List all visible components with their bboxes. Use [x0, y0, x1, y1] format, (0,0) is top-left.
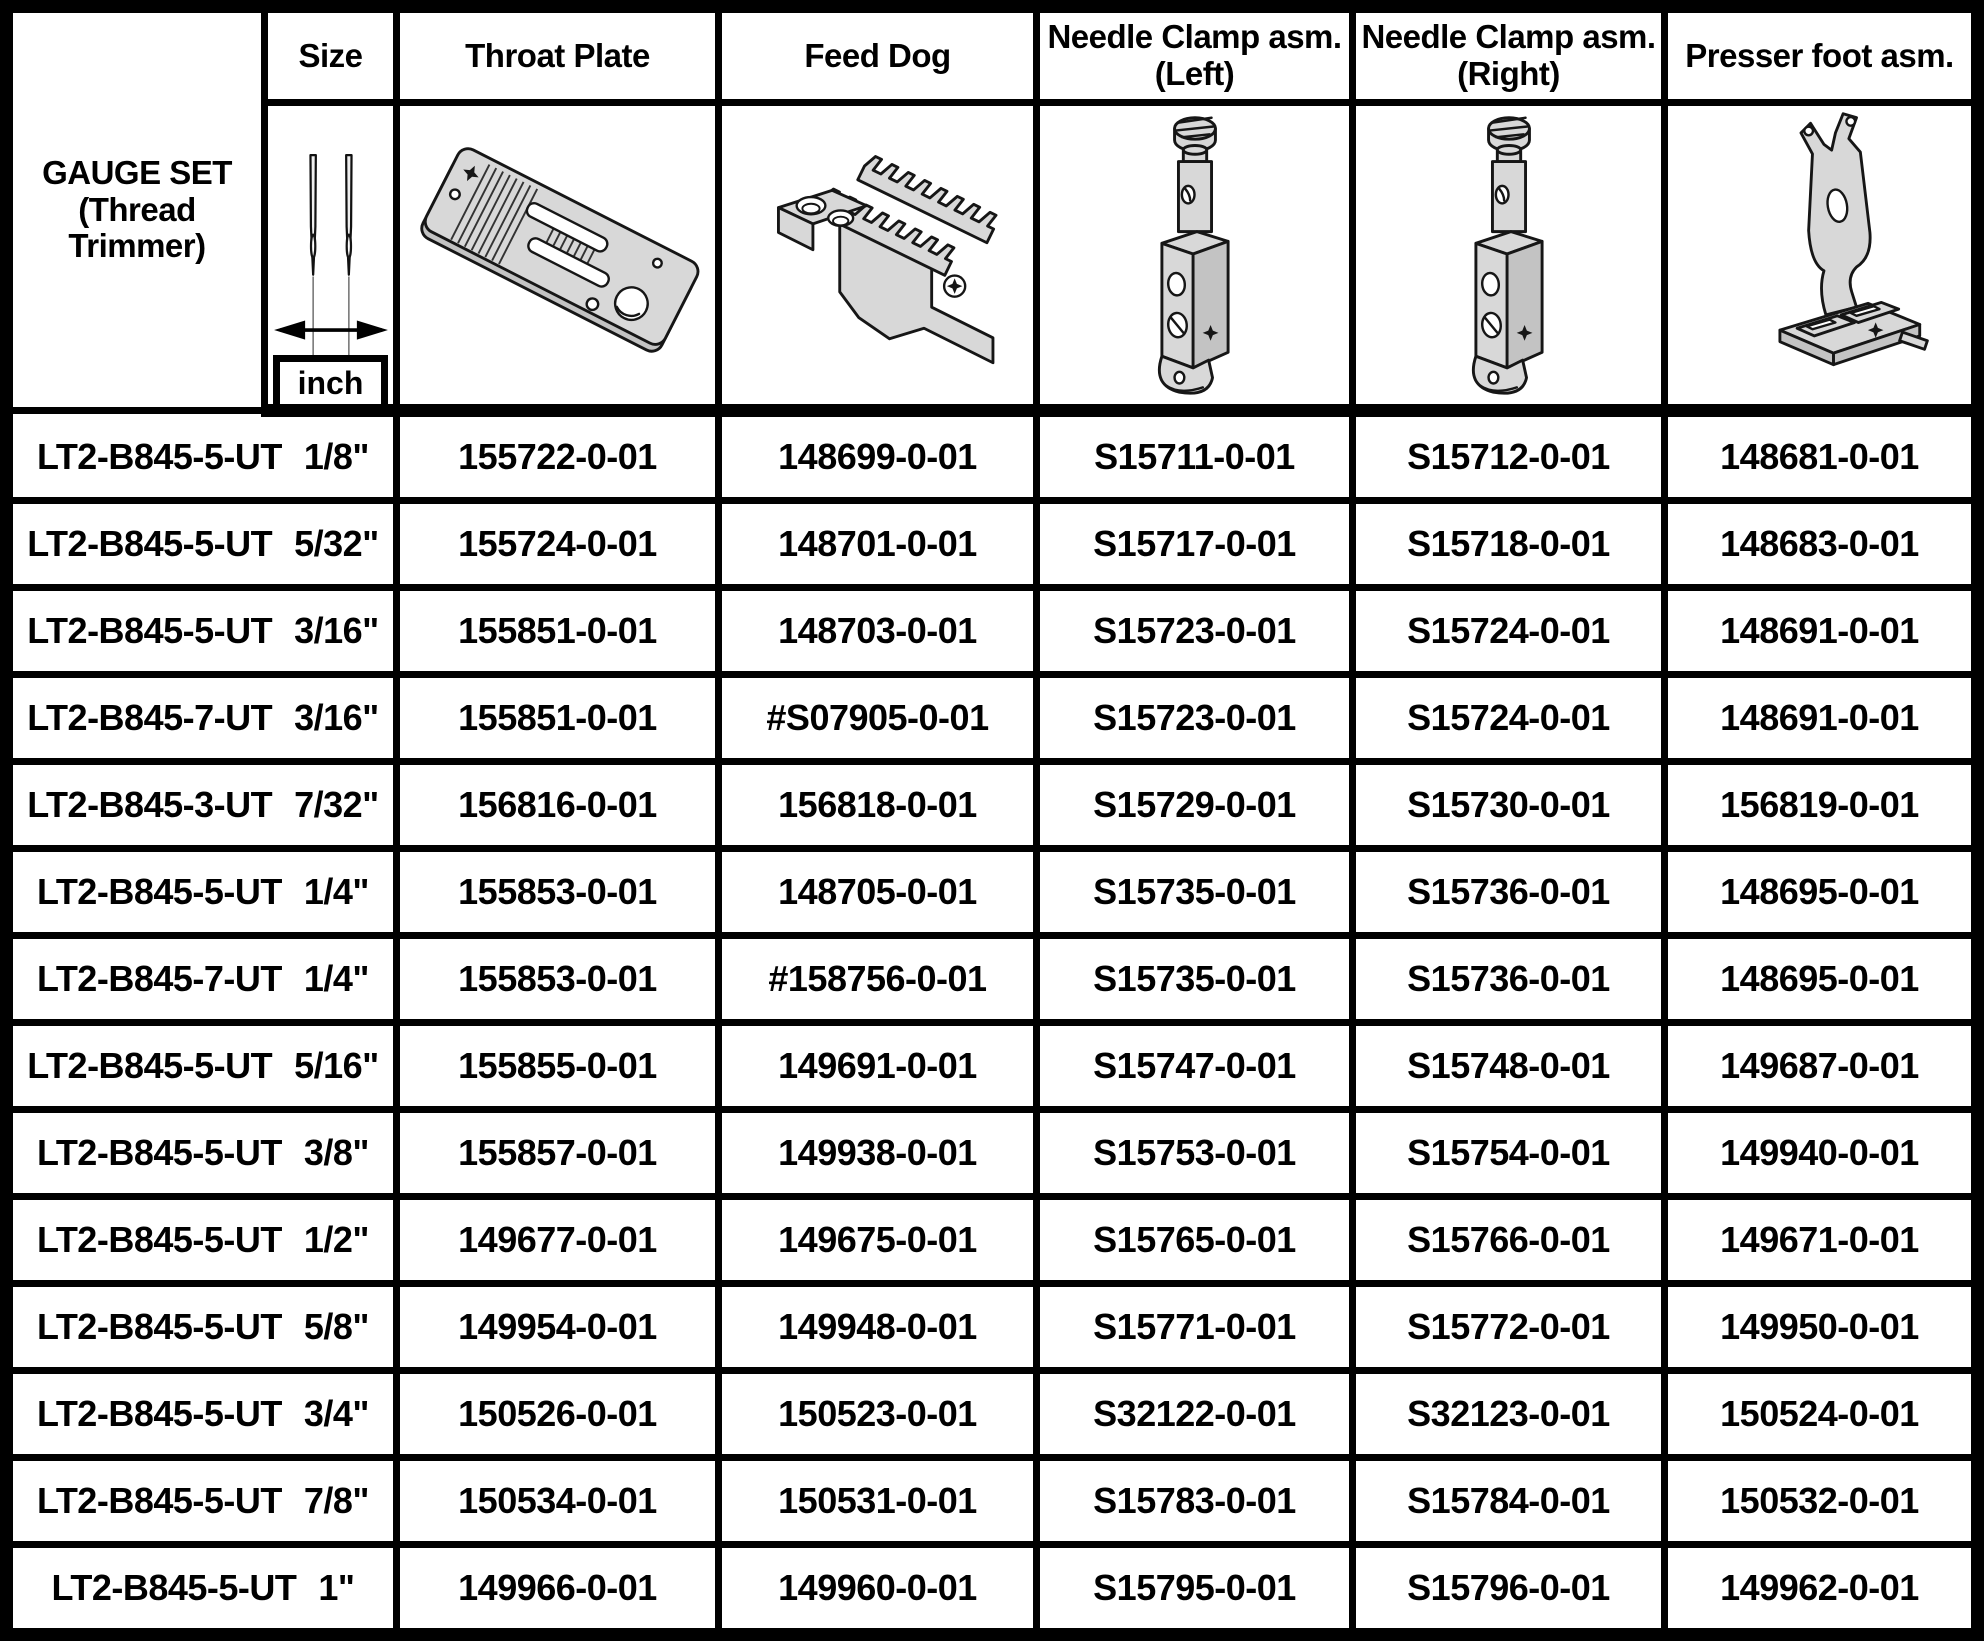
presser-foot-part-number: 150532-0-01 [1665, 1458, 1978, 1545]
gauge-set-size: 1/2" [303, 1219, 369, 1260]
needle-clamp-right-part-number: S15736-0-01 [1353, 936, 1665, 1023]
throat-plate-illustration [400, 108, 718, 402]
needle-clamp-right-part-number: S15724-0-01 [1353, 675, 1665, 762]
col-header-presser-foot: Presser foot asm. [1665, 7, 1978, 103]
presser-foot-part-number: 149687-0-01 [1665, 1023, 1978, 1110]
corner-header-line1: GAUGE SET [42, 153, 232, 191]
needle-clamp-right-part-number: S15712-0-01 [1353, 411, 1665, 501]
needle-clamp-right-part-number: S15784-0-01 [1353, 1458, 1665, 1545]
needle-clamp-left-part-number: S15765-0-01 [1037, 1197, 1353, 1284]
feed-dog-part-number: 148701-0-01 [719, 501, 1037, 588]
gauge-set-size: 3/8" [303, 1132, 369, 1173]
needle-clamp-left-part-number: S15747-0-01 [1037, 1023, 1353, 1110]
needle-clamp-left-illustration-cell [1037, 103, 1353, 411]
presser-foot-part-number: 148695-0-01 [1665, 936, 1978, 1023]
feed-dog-part-number: 149948-0-01 [719, 1284, 1037, 1371]
presser-foot-part-number: 148691-0-01 [1665, 675, 1978, 762]
feed-dog-illustration-cell [719, 103, 1037, 411]
gauge-set-cell [7, 588, 397, 675]
needle-clamp-left-part-number: S15795-0-01 [1037, 1545, 1353, 1635]
throat-plate-part-number: 149966-0-01 [397, 1545, 719, 1635]
gauge-set-model: LT2-B845-5-UT [37, 1132, 282, 1173]
throat-plate-part-number: 156816-0-01 [397, 762, 719, 849]
table-row [7, 675, 1978, 762]
gauge-set-model: LT2-B845-7-UT [37, 958, 282, 999]
size-diagram-cell [265, 103, 397, 411]
twin-needles-icon [273, 132, 389, 380]
needle-clamp-left-part-number: S32122-0-01 [1037, 1371, 1353, 1458]
needle-clamp-left-part-number: S15783-0-01 [1037, 1458, 1353, 1545]
throat-plate-part-number: 155722-0-01 [397, 411, 719, 501]
needle-clamp-right-part-number: S15736-0-01 [1353, 849, 1665, 936]
gauge-set-model: LT2-B845-5-UT [37, 1306, 282, 1347]
gauge-set-size: 7/32" [294, 784, 379, 825]
throat-plate-part-number: 155857-0-01 [397, 1110, 719, 1197]
needle-clamp-left-part-number: S15735-0-01 [1037, 936, 1353, 1023]
feed-dog-part-number: #158756-0-01 [719, 936, 1037, 1023]
table-row [7, 1545, 1978, 1635]
col-header-needle-clamp-right [1353, 7, 1665, 103]
gauge-set-model: LT2-B845-5-UT [27, 1045, 273, 1086]
gauge-set-size: 1/4" [303, 958, 369, 999]
needle-clamp-right-label: Needle Clamp asm. [1361, 18, 1656, 56]
presser-foot-part-number: 149950-0-01 [1665, 1284, 1978, 1371]
col-header-needle-clamp-left [1037, 7, 1353, 103]
presser-foot-part-number: 148681-0-01 [1665, 411, 1978, 501]
needle-clamp-right-illustration-cell [1353, 103, 1665, 411]
gauge-set-model: LT2-B845-5-UT [37, 436, 282, 477]
gauge-set-model: LT2-B845-5-UT [37, 1480, 282, 1521]
presser-foot-part-number: 148695-0-01 [1665, 849, 1978, 936]
needle-clamp-right-part-number: S15724-0-01 [1353, 588, 1665, 675]
gauge-set-size: 5/16" [294, 1045, 379, 1086]
table-body [7, 411, 1978, 1635]
feed-dog-part-number: 148705-0-01 [719, 849, 1037, 936]
gauge-set-size: 5/8" [303, 1306, 369, 1347]
gauge-set-model: LT2-B845-7-UT [27, 697, 273, 738]
needle-clamp-left-part-number: S15735-0-01 [1037, 849, 1353, 936]
needle-clamp-left-part-number: S15723-0-01 [1037, 588, 1353, 675]
gauge-set-size: 1/8" [303, 436, 369, 477]
gauge-set-cell [7, 1545, 397, 1635]
feed-dog-part-number: 148699-0-01 [719, 411, 1037, 501]
needle-clamp-left-part-number: S15729-0-01 [1037, 762, 1353, 849]
needle-clamp-left-label: Needle Clamp asm. [1047, 18, 1342, 56]
feed-dog-illustration [722, 108, 1036, 402]
gauge-set-cell [7, 1197, 397, 1284]
gauge-set-size: 3/16" [294, 697, 379, 738]
table-row [7, 936, 1978, 1023]
gauge-set-cell [7, 411, 397, 501]
presser-foot-illustration [1668, 108, 1978, 402]
gauge-set-cell [7, 501, 397, 588]
needle-clamp-right-part-number: S15730-0-01 [1353, 762, 1665, 849]
needle-clamp-right-part-number: S15748-0-01 [1353, 1023, 1665, 1110]
gauge-set-model: LT2-B845-5-UT [37, 1393, 282, 1434]
gauge-set-cell [7, 762, 397, 849]
table-row [7, 1110, 1978, 1197]
throat-plate-part-number: 155851-0-01 [397, 588, 719, 675]
needle-clamp-left-part-number: S15723-0-01 [1037, 675, 1353, 762]
needle-clamp-right-part-number: S32123-0-01 [1353, 1371, 1665, 1458]
gauge-set-model: LT2-B845-5-UT [37, 871, 282, 912]
table-row [7, 501, 1978, 588]
feed-dog-part-number: 148703-0-01 [719, 588, 1037, 675]
table-row [7, 1371, 1978, 1458]
presser-foot-part-number: 148683-0-01 [1665, 501, 1978, 588]
feed-dog-part-number: 150531-0-01 [719, 1458, 1037, 1545]
col-header-throat-plate: Throat Plate [397, 7, 719, 103]
feed-dog-part-number: 149938-0-01 [719, 1110, 1037, 1197]
table-row [7, 1284, 1978, 1371]
needle-clamp-left-sublabel: (Left) [1154, 55, 1235, 92]
presser-foot-part-number: 156819-0-01 [1665, 762, 1978, 849]
gauge-set-cell [7, 1110, 397, 1197]
presser-foot-part-number: 148691-0-01 [1665, 588, 1978, 675]
table-row [7, 1023, 1978, 1110]
gauge-set-model: LT2-B845-5-UT [27, 523, 273, 564]
table-row [7, 588, 1978, 675]
needle-clamp-left-part-number: S15717-0-01 [1037, 501, 1353, 588]
feed-dog-part-number: 150523-0-01 [719, 1371, 1037, 1458]
throat-plate-part-number: 155853-0-01 [397, 849, 719, 936]
throat-plate-part-number: 155724-0-01 [397, 501, 719, 588]
gauge-set-cell [7, 1284, 397, 1371]
throat-plate-part-number: 150526-0-01 [397, 1371, 719, 1458]
inch-unit-box: inch [273, 355, 388, 404]
throat-plate-part-number: 150534-0-01 [397, 1458, 719, 1545]
presser-foot-part-number: 149671-0-01 [1665, 1197, 1978, 1284]
gauge-set-size: 1/4" [303, 871, 369, 912]
needle-clamp-right-part-number: S15754-0-01 [1353, 1110, 1665, 1197]
needle-clamp-right-part-number: S15766-0-01 [1353, 1197, 1665, 1284]
col-header-feed-dog: Feed Dog [719, 7, 1037, 103]
table-row [7, 762, 1978, 849]
presser-foot-part-number: 149940-0-01 [1665, 1110, 1978, 1197]
gauge-set-cell [7, 1458, 397, 1545]
feed-dog-part-number: 149960-0-01 [719, 1545, 1037, 1635]
corner-header [7, 7, 265, 411]
gauge-set-size: 5/32" [294, 523, 379, 564]
needle-clamp-right-part-number: S15718-0-01 [1353, 501, 1665, 588]
gauge-set-cell [7, 849, 397, 936]
gauge-set-size: 7/8" [303, 1480, 369, 1521]
gauge-set-model: LT2-B845-5-UT [27, 610, 273, 651]
feed-dog-part-number: 156818-0-01 [719, 762, 1037, 849]
throat-plate-part-number: 155853-0-01 [397, 936, 719, 1023]
throat-plate-part-number: 149677-0-01 [397, 1197, 719, 1284]
gauge-set-size: 3/16" [294, 610, 379, 651]
needle-clamp-right-part-number: S15772-0-01 [1353, 1284, 1665, 1371]
table-row [7, 411, 1978, 501]
gauge-set-model: LT2-B845-5-UT [37, 1219, 282, 1260]
col-header-size: Size [265, 7, 397, 103]
needle-clamp-right-part-number: S15796-0-01 [1353, 1545, 1665, 1635]
presser-foot-part-number: 150524-0-01 [1665, 1371, 1978, 1458]
needle-clamp-right-sublabel: (Right) [1457, 55, 1560, 92]
gauge-set-cell [7, 936, 397, 1023]
table-row [7, 1197, 1978, 1284]
table-row [7, 1458, 1978, 1545]
needle-clamp-left-illustration [1117, 109, 1273, 401]
needle-clamp-left-part-number: S15711-0-01 [1037, 411, 1353, 501]
corner-header-line2: (Thread Trimmer) [68, 190, 206, 265]
needle-clamp-right-illustration [1431, 109, 1587, 401]
gauge-set-model: LT2-B845-5-UT [51, 1567, 297, 1608]
throat-plate-part-number: 155851-0-01 [397, 675, 719, 762]
table-row [7, 849, 1978, 936]
feed-dog-part-number: 149691-0-01 [719, 1023, 1037, 1110]
gauge-set-cell [7, 1023, 397, 1110]
throat-plate-illustration-cell [397, 103, 719, 411]
throat-plate-part-number: 155855-0-01 [397, 1023, 719, 1110]
needle-clamp-left-part-number: S15771-0-01 [1037, 1284, 1353, 1371]
presser-foot-part-number: 149962-0-01 [1665, 1545, 1978, 1635]
gauge-set-cell [7, 1371, 397, 1458]
feed-dog-part-number: 149675-0-01 [719, 1197, 1037, 1284]
gauge-set-model: LT2-B845-3-UT [27, 784, 273, 825]
gauge-set-size: 3/4" [303, 1393, 369, 1434]
feed-dog-part-number: #S07905-0-01 [719, 675, 1037, 762]
presser-foot-illustration-cell [1665, 103, 1978, 411]
needle-clamp-left-part-number: S15753-0-01 [1037, 1110, 1353, 1197]
throat-plate-part-number: 149954-0-01 [397, 1284, 719, 1371]
gauge-set-size: 1" [318, 1567, 355, 1608]
gauge-set-cell [7, 675, 397, 762]
